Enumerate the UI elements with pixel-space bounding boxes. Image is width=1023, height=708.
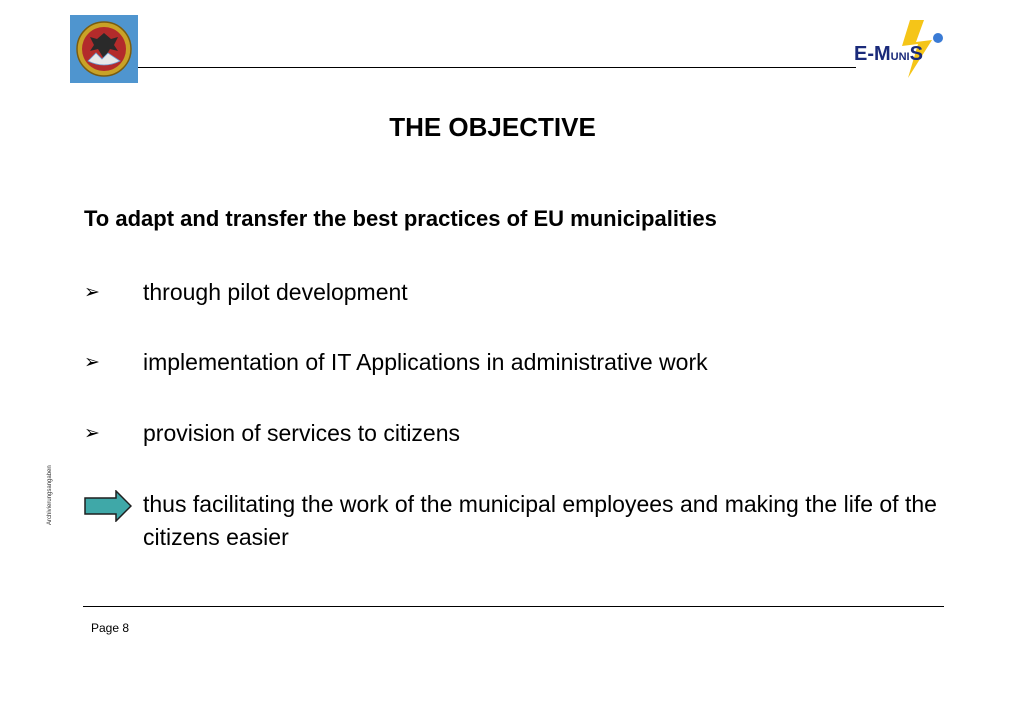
block-arrow-icon <box>84 490 132 522</box>
bullet-text: provision of services to citizens <box>143 420 461 446</box>
archive-label: Archivierungsangaben <box>47 465 53 525</box>
page-number: Page 8 <box>91 621 130 635</box>
svg-text:E-MUNIS <box>854 43 923 65</box>
crest-logo <box>70 15 138 83</box>
logo-text-uni: UNI <box>890 51 910 63</box>
bullet-text: implementation of IT Applications in administrative work <box>143 349 708 375</box>
bullet-arrow-icon: ➢ <box>84 352 100 373</box>
logo-text-m: M <box>874 43 891 65</box>
logo-text-s: S <box>909 43 923 65</box>
logo-text-e: E- <box>854 43 874 65</box>
coat-of-arms-icon <box>70 15 138 83</box>
footer-rule <box>83 606 944 607</box>
conclusion-text: thus facilitating the work of the municipal employees and making the life of the citizens easier <box>143 491 937 550</box>
slide-title: THE OBJECTIVE <box>389 112 596 142</box>
lead-statement: To adapt and transfer the best practices of EU municipalities <box>84 206 717 231</box>
bullet-arrow-icon: ➢ <box>84 423 100 444</box>
logo-dot-icon <box>933 33 943 43</box>
emunis-logo <box>850 18 950 80</box>
header-rule <box>138 67 856 68</box>
bullet-text: through pilot development <box>143 279 408 305</box>
bullet-arrow-icon: ➢ <box>84 282 100 303</box>
